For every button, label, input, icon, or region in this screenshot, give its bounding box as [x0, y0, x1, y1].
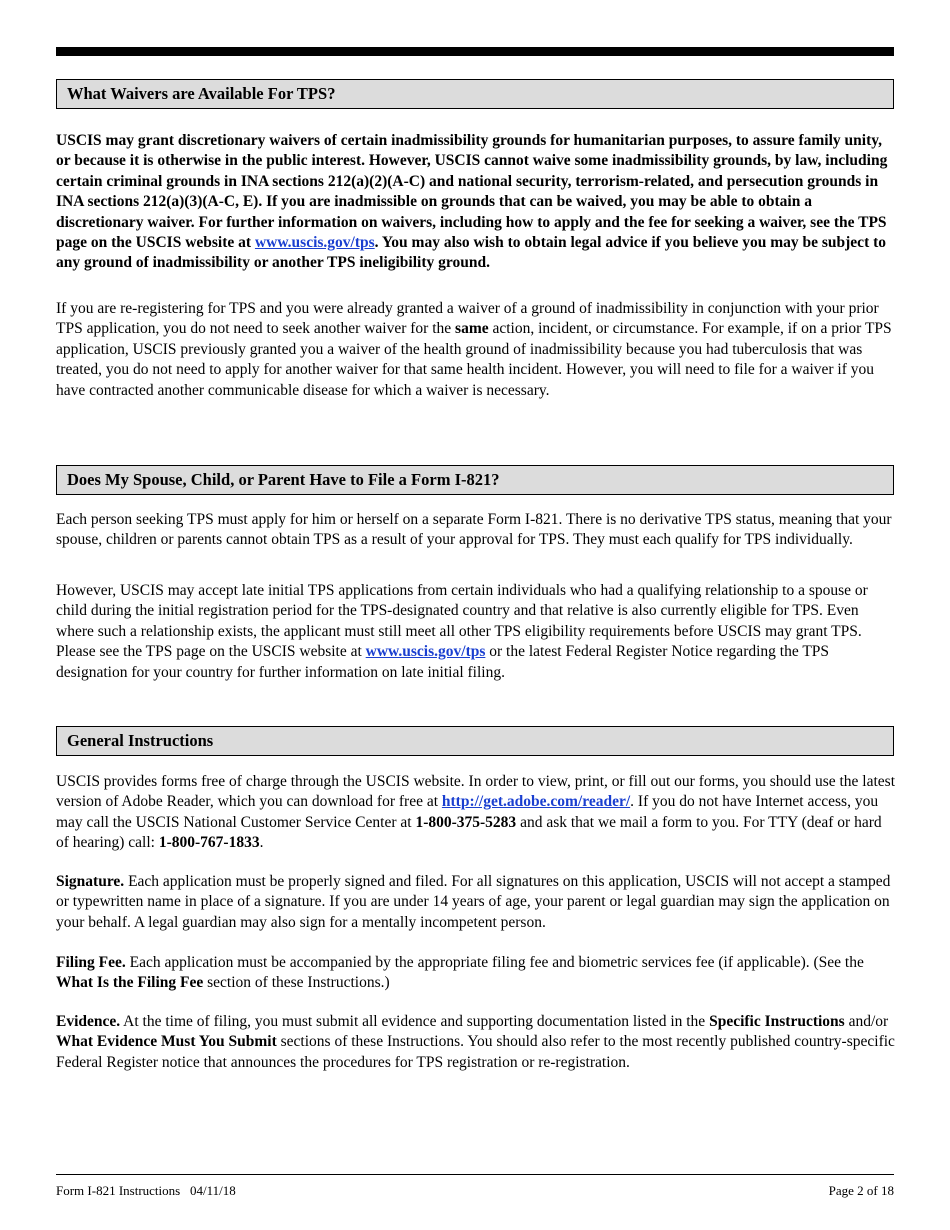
footer-rule [56, 1174, 894, 1175]
footer-page-number: Page 2 of 18 [828, 1183, 894, 1198]
waivers-paragraph-1 [56, 131, 896, 274]
text: or the latest Federal Register Notice regarding the TPS designation for your country for further information on late initial filing. [56, 643, 830, 681]
text: and/or [844, 1013, 889, 1030]
section-title: Does My Spouse, Child, or Parent Have to File a Form I-821? [67, 470, 500, 489]
text: and ask that we mail a form to you. For TTY (deaf or hard of hearing) call: [56, 813, 882, 852]
uscis-tps-link-2[interactable]: www.uscis.gov/tps [365, 643, 486, 661]
text: Each application must be accompanied by the appropriate filing fee and biometric services fee (if applicable). (See the [125, 954, 864, 971]
paragraph-label: Evidence. [56, 1013, 121, 1030]
tty-number: 1-800-767-1833 [158, 834, 260, 852]
section-header-waivers [56, 79, 894, 109]
footer-form-id: Form I-821 Instructions 04/11/18 [56, 1183, 236, 1198]
text: section of these Instructions.) [203, 974, 390, 992]
waivers-paragraph-2 [56, 299, 896, 401]
text: . You may also wish to obtain legal advice if you believe you may be subject to any ground of inadmissibility or another TPS ineligibility ground. [56, 234, 887, 272]
emphasis: same [455, 320, 489, 338]
paragraph-label: Signature. [56, 873, 125, 890]
top-rule [56, 47, 894, 56]
emphasis: What Is the Filing Fee [56, 974, 204, 992]
text: sections of these Instructions. You should also refer to the most recently published country-specific Federal Register notice that announces the procedures for TPS registration or re-registration. [56, 1033, 895, 1071]
filing-fee-paragraph [56, 953, 896, 994]
adobe-reader-link[interactable]: http://get.adobe.com/reader/ [441, 793, 631, 811]
text: However, USCIS may accept late initial TPS applications from certain individuals who had a qualifying relationship to a spouse or child during the initial registration period for the TPS-designated country and that relative is also currently eligible for TPS. Even where such a relationship exists, the applicant must still meet all other TPS eligibility requirements before USCIS may grant TPS. Please see the TPS page on the USCIS website at [56, 582, 868, 661]
text: Each application must be properly signed and filed. For all signatures on this application, USCIS will not accept a stamped or typewritten name in place of a signature. If you are under 14 years of age, your parent or legal guardian may sign the application on your behalf. A legal guardian may also sign for a mentally incompetent person. [56, 873, 891, 931]
evidence-paragraph [56, 1012, 896, 1073]
text: USCIS provides forms free of charge through the USCIS website. In order to view, print, or fill out our forms, you should use the latest version of Adobe Reader, which you can download for free at [56, 773, 896, 811]
emphasis: Specific Instructions [709, 1013, 845, 1030]
emphasis: What Evidence Must You Submit [56, 1033, 277, 1051]
text: USCIS may grant discretionary waivers of certain inadmissibility grounds for humanitarian purposes, to assure family unity, or because it is otherwise in the public interest. However, USCIS cannot waive some inadmissibility grounds, by law, including certain criminal grounds in INA sections 212(a)(2)(A-C) and national security, terrorism-related, and persecution grounds in INA sections 212(a)(3)(A-C, E). If you are inadmissible on grounds that can be waived, you may be able to obtain a discretionary waiver. For further information on waivers, including how to apply and the fee for seeking a waiver, see the TPS page on the USCIS website at [56, 132, 888, 252]
text: . [259, 834, 264, 852]
phone-number: 1-800-375-5283 [415, 813, 517, 831]
family-paragraph-2 [56, 581, 896, 683]
section-header-general [56, 726, 894, 756]
uscis-tps-link[interactable]: www.uscis.gov/tps [254, 234, 375, 252]
text: If you are re-registering for TPS and you were already granted a waiver of a ground of inadmissibility in conjunction with your prior TPS application, you do not need to seek another waiver for the [56, 300, 879, 338]
general-paragraph-1 [56, 772, 896, 854]
paragraph-label: Filing Fee. [56, 954, 126, 971]
text: . If you do not have Internet access, you may call the USCIS National Customer Service Center at [56, 793, 879, 831]
text: At the time of filing, you must submit all evidence and supporting documentation listed in the [120, 1013, 710, 1030]
text: action, incident, or circumstance. For example, if on a prior TPS application, USCIS previously granted you a waiver of the health ground of inadmissibility because you had tuberculosis that was treated, you do not need to apply for another waiver for that same health incident. However, you will need to file for a waiver if you have contracted another communicable disease for which a waiver is necessary. [56, 320, 892, 399]
family-paragraph-1 [56, 510, 896, 551]
signature-paragraph [56, 872, 896, 933]
section-header-family [56, 465, 894, 495]
section-title: What Waivers are Available For TPS? [67, 84, 336, 103]
text: Each person seeking TPS must apply for him or herself on a separate Form I-821. There is no derivative TPS status, meaning that your spouse, children or parents cannot obtain TPS as a result of your approval for TPS. They must each qualify for TPS individually. [56, 511, 892, 549]
section-title: General Instructions [67, 731, 214, 750]
